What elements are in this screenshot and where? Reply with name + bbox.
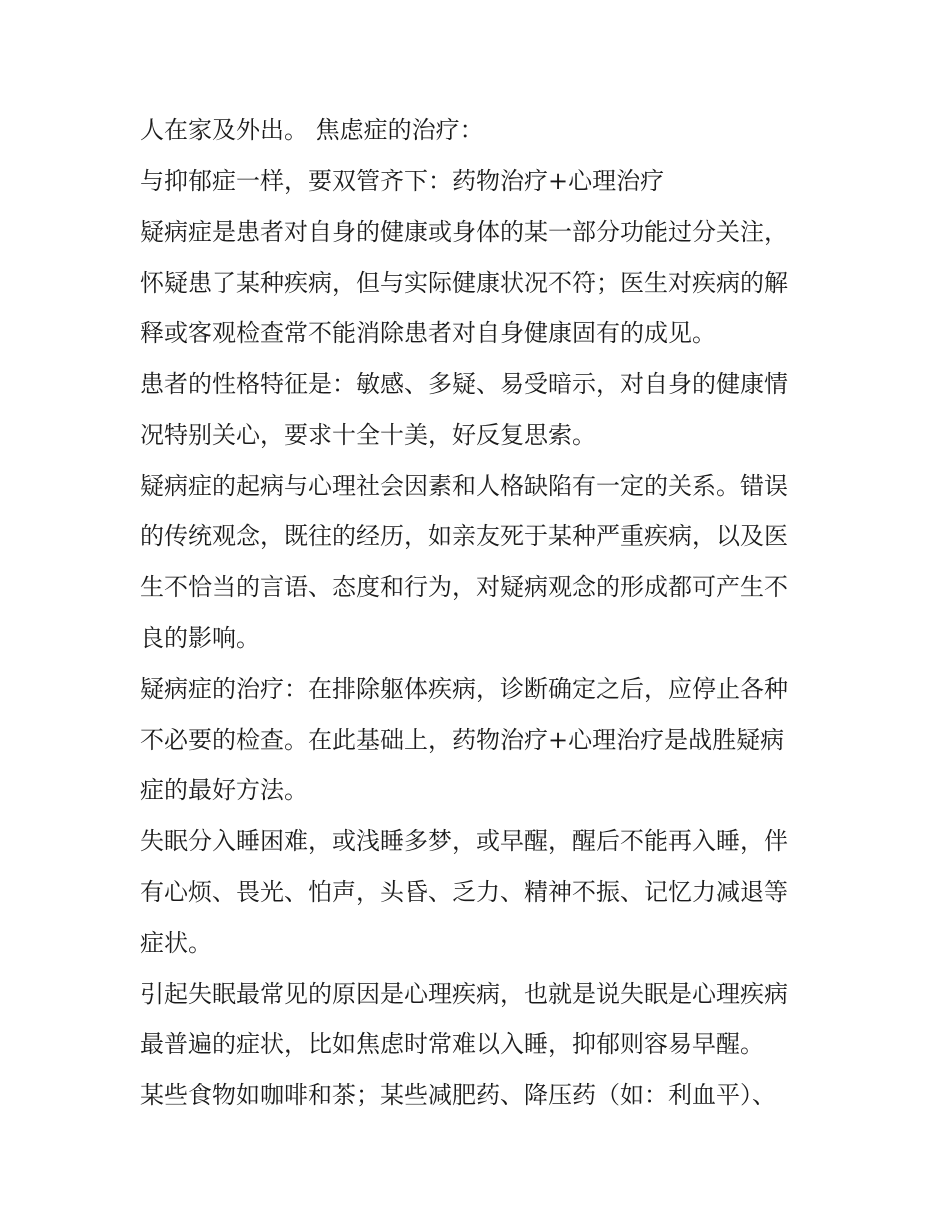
- text-line: 某些食物如咖啡和茶；某些减肥药、降压药（如：利血平）、: [140, 1081, 776, 1109]
- text-line: 症的最好方法。: [140, 776, 308, 804]
- text-line: 释或客观检查常不能消除患者对自身健康固有的成见。: [140, 319, 716, 347]
- text-line: 人在家及外出。 焦虑症的治疗：: [140, 116, 484, 144]
- text-line: 患者的性格特征是：敏感、多疑、易受暗示，对自身的健康情: [140, 370, 788, 398]
- text-line: 与抑郁症一样，要双管齐下：药物治疗+心理治疗: [140, 167, 665, 195]
- text-line: 引起失眠最常见的原因是心理疾病，也就是说失眠是心理疾病: [140, 980, 788, 1008]
- text-line: 不必要的检查。在此基础上，药物治疗+心理治疗是战胜疑病: [140, 726, 785, 754]
- text-line: 症状。: [140, 929, 212, 957]
- text-line: 疑病症的治疗：在排除躯体疾病，诊断确定之后，应停止各种: [140, 675, 788, 703]
- text-line: 疑病症的起病与心理社会因素和人格缺陷有一定的关系。错误: [140, 472, 788, 500]
- text-line: 良的影响。: [140, 624, 260, 652]
- text-line: 生不恰当的言语、态度和行为，对疑病观念的形成都可产生不: [140, 573, 788, 601]
- text-line: 况特别关心，要求十全十美，好反复思索。: [140, 421, 596, 449]
- text-line: 的传统观念，既往的经历，如亲友死于某种严重疾病，以及医: [140, 522, 788, 550]
- text-line: 怀疑患了某种疾病，但与实际健康状况不符；医生对疾病的解: [140, 269, 788, 297]
- text-line: 有心烦、畏光、怕声，头昏、乏力、精神不振、记忆力减退等: [140, 878, 788, 906]
- text-line: 失眠分入睡困难，或浅睡多梦，或早醒，醒后不能再入睡，伴: [140, 827, 788, 855]
- text-line: 最普遍的症状，比如焦虑时常难以入睡，抑郁则容易早醒。: [140, 1030, 764, 1058]
- text-line: 疑病症是患者对自身的健康或身体的某一部分功能过分关注，: [140, 218, 788, 246]
